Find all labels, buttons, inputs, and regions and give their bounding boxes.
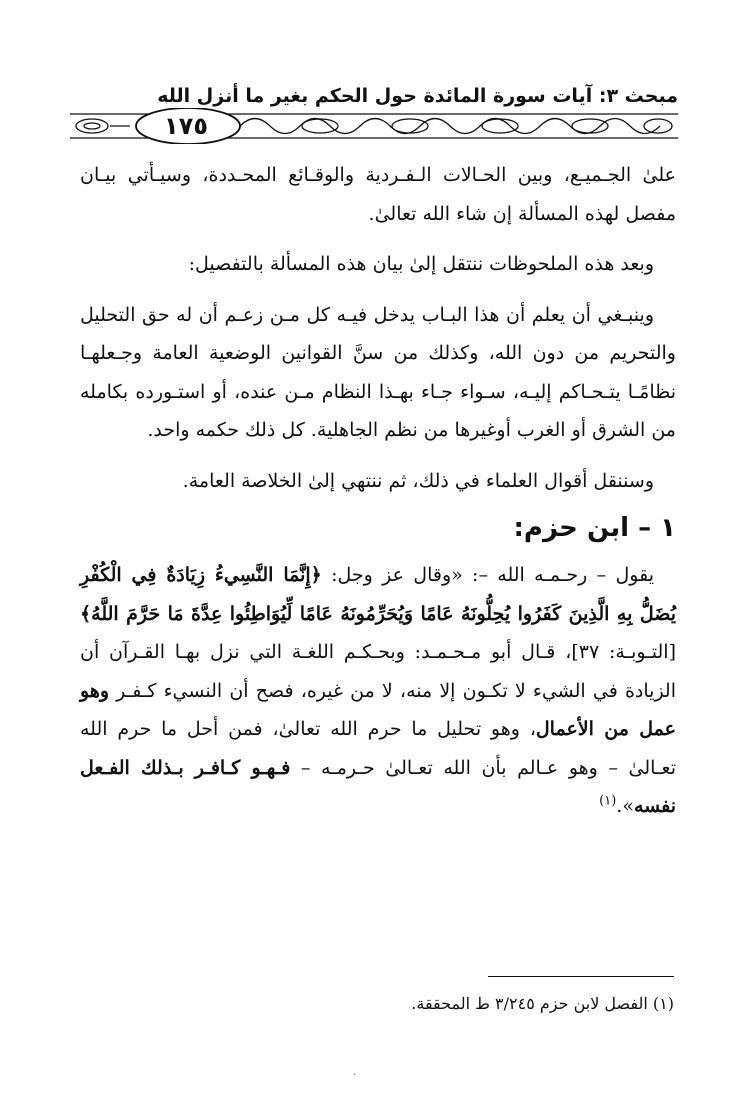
paragraph-1: علىٰ الجـميـع، وبين الحـالات الـفـردية والوقـائع المحـددة، وسيـأتي بيـان مفصل لهذه المسألة إن شاء الله تعالىٰ. (80, 164, 676, 225)
page-body (80, 156, 676, 826)
paragraph-4: وسننقل أقوال العلماء في ذلك، ثم ننتهي إلىٰ الخلاصة العامة. (182, 469, 654, 492)
footnote-separator (488, 976, 674, 977)
running-header-title: مبحث ٣: آيات سورة المائدة حول الحكم بغير ما أنزل الله (157, 85, 678, 107)
paragraph-3: وينبـغي أن يعلم أن هذا البـاب يدخل فيـه كل مـن زعـم أن له حق التحليل والتحريم من دون الله، وكذلك من سنَّ القوانين الوضعية العامة وجـعلهـا نظامًـا يتـحـاكم إليـه، سـواء جـاء بهـذا النظام مـن عنده، أو استـورده بكامله من الشرق أو الغرب أوغيرها من نظم الجاهلية. كل ذلك حكمه واحد. (80, 303, 676, 441)
bold-phrase-2: فـهـو كـافـر بـذلك الفـعل نفسه (80, 756, 676, 817)
footnote-1: (١) الفصل لابن حزم ٣/٢٤٥ ط المحققة. (411, 994, 674, 1013)
page-speck: · (353, 1070, 357, 1081)
page-number: ١٧٥ (164, 112, 208, 140)
page-header (70, 82, 678, 152)
paragraph-quote (80, 556, 676, 826)
bold-phrase-1: وهو عمل من الأعمال (80, 679, 676, 740)
footnote-reference[interactable]: (١) (599, 793, 617, 809)
quote-intro: يقول – رحـمـه الله –: «وقال عز وجل: (321, 564, 654, 586)
quran-verse: ﴿إِنَّمَا النَّسِيءُ زِيَادَةٌ فِي الْكُفْرِ يُضَلُّ بِهِ الَّذِينَ كَفَرُوا يُحِلُّونَهُ عَامًا وَيُحَرِّمُونَهُ عَامًا لِّيُوَاطِئُوا عِدَّةَ مَا حَرَّمَ اللَّهُ﴾ (80, 564, 676, 625)
quote-continuation: [التـوبـة: ٣٧]، قـال أبو مـحـمـد: وبحـكـم اللغـة التي نزل بهـا القـرآن أن الزيادة في الشيء لا تكـون إلا منه، لا من غيره، فصح أن النسيء كـفـر (80, 641, 676, 702)
paragraph-2: وبعد هذه الملحوظات ننتقل إلىٰ بيان هذه المسألة بالتفصيل: (188, 253, 654, 275)
quote-continuation-2: ، وهو تحليل ما حرم الله تعالىٰ، فمن أحل ما حرم الله تعـالىٰ – وهو عـالم بأن الله تعـالىٰ حـرمـه – (80, 718, 676, 779)
section-heading-ibn-hazm: ١ – ابن حزم: (513, 513, 676, 543)
quote-end: ». (616, 795, 634, 817)
